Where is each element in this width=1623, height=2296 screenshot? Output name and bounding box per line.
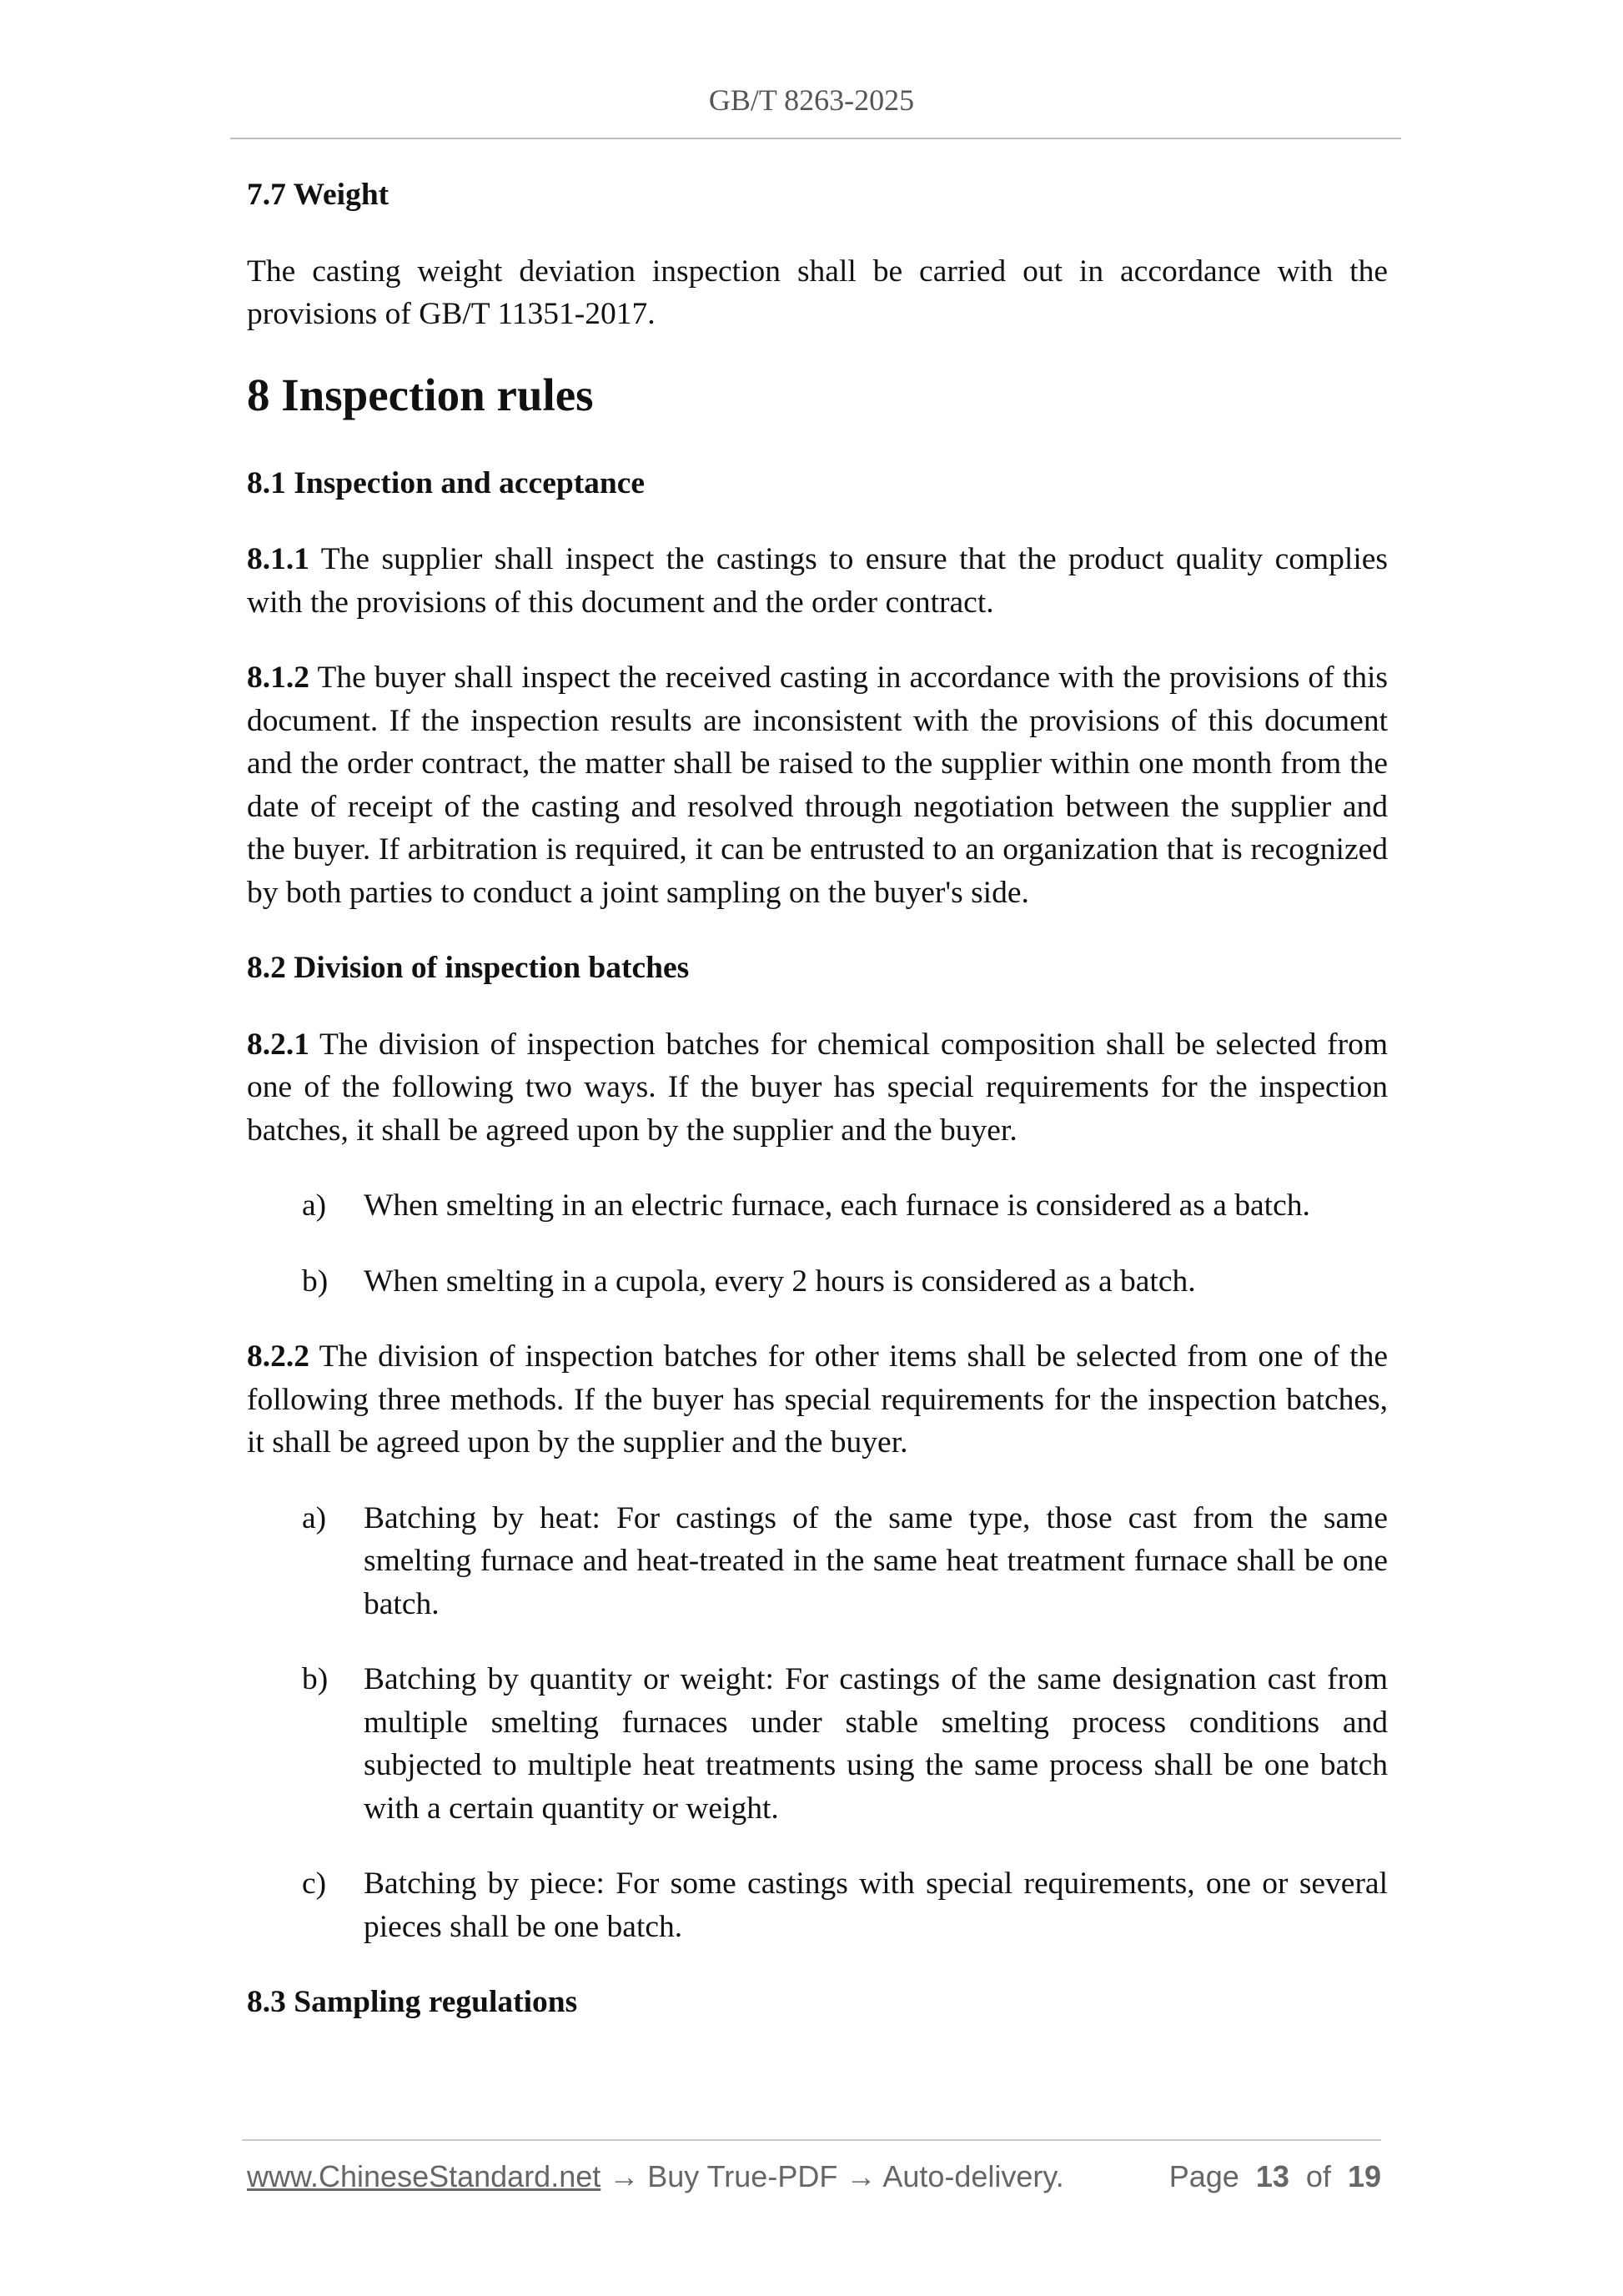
section-8-heading: 8 Inspection rules [247,369,594,420]
page-label: Page [1168,2159,1239,2193]
list-item-text: When smelting in an electric furnace, each furnace is considered as a batch. [364,1188,1310,1223]
footer-promo-text: → Buy True-PDF → Auto-delivery. [600,2159,1064,2193]
clause-text: The division of inspection batches for chemical composition shall be selected from one of the following two ways. If the buyer has special requirements for the inspection batches, it shall be agreed upon by the supplier and the buyer. [247,1027,1388,1148]
section-7-7-paragraph: The casting weight deviation inspection shall be carried out in accordance with the provisions of GB/T 11351-2017. [247,254,1388,331]
list-marker: a) [302,1500,327,1535]
list-item [247,1658,1388,1830]
footer-promo [247,2159,1064,2193]
list-item-text: Batching by quantity or weight: For castings of the same designation cast from multiple smelting furnaces under stable smelting process conditions and subjected to multiple heat treatments using the same process shall be one batch with a certain quantity or weight. [364,1662,1388,1826]
clause-number: 8.2.1 [247,1027,309,1062]
section-8-2-heading: 8.2 Division of inspection batches [247,951,690,985]
list-marker: b) [302,1662,329,1696]
section-8-1-heading: 8.1 Inspection and acceptance [247,465,646,500]
clause-8-2-1 [247,1023,1388,1153]
document-body [247,173,1388,2057]
footer-divider [242,2139,1381,2141]
list-item-text: Batching by piece: For some castings with special requirements, one or several pieces shall be one batch. [364,1866,1388,1944]
list-item-text: Batching by heat: For castings of the same type, those cast from the same smelting furnace and heat-treated in the same heat treatment furnace shall be one batch. [364,1500,1388,1621]
clause-text: The buyer shall inspect the received casting in accordance with the provisions of this document. If the inspection results are inconsistent with the provisions of this document and the order contract, the matter shall be raised to the supplier within one month from the date of receipt of the casting and resolved through negotiation between the supplier and the buyer. If arbitration is required, it can be entrusted to an organization that is recognized by both parties to conduct a joint sampling on the buyer's side. [247,661,1388,910]
list-item [247,1184,1388,1228]
clause-8-1-1 [247,538,1388,624]
list-item [247,1862,1388,1948]
list-item-text: When smelting in a cupola, every 2 hours is considered as a batch. [364,1264,1196,1299]
page-current: 13 [1255,2159,1289,2193]
list-marker: c) [302,1866,327,1901]
clause-8-2-2 [247,1335,1388,1465]
page-header-title: GB/T 8263-2025 [708,83,915,117]
of-label: of [1305,2159,1331,2193]
list-item [247,1260,1388,1304]
section-8-3-heading: 8.3 Sampling regulations [247,1985,578,2019]
header-divider [230,138,1401,139]
clause-number: 8.2.2 [247,1339,309,1374]
clause-8-1-2 [247,656,1388,914]
clause-text: The supplier shall inspect the castings to ensure that the product quality complies with the provisions of this document and the order contract. [247,542,1388,620]
section-7-7-heading: 7.7 Weight [247,178,389,212]
website-link[interactable]: www.ChineseStandard.net [247,2159,601,2193]
page-indicator [1169,2159,1381,2194]
clause-number: 8.1.2 [247,661,309,695]
list-marker: a) [302,1188,327,1223]
clause-text: The division of inspection batches for other items shall be selected from one of the following three methods. If the buyer has special requirements for the inspection batches, it shall be agreed upon by the supplier and the buyer. [247,1339,1388,1459]
list-marker: b) [302,1264,329,1299]
page-footer [247,2159,1381,2201]
page-total: 19 [1347,2159,1381,2193]
clause-number: 8.1.1 [247,542,309,576]
list-item [247,1497,1388,1626]
